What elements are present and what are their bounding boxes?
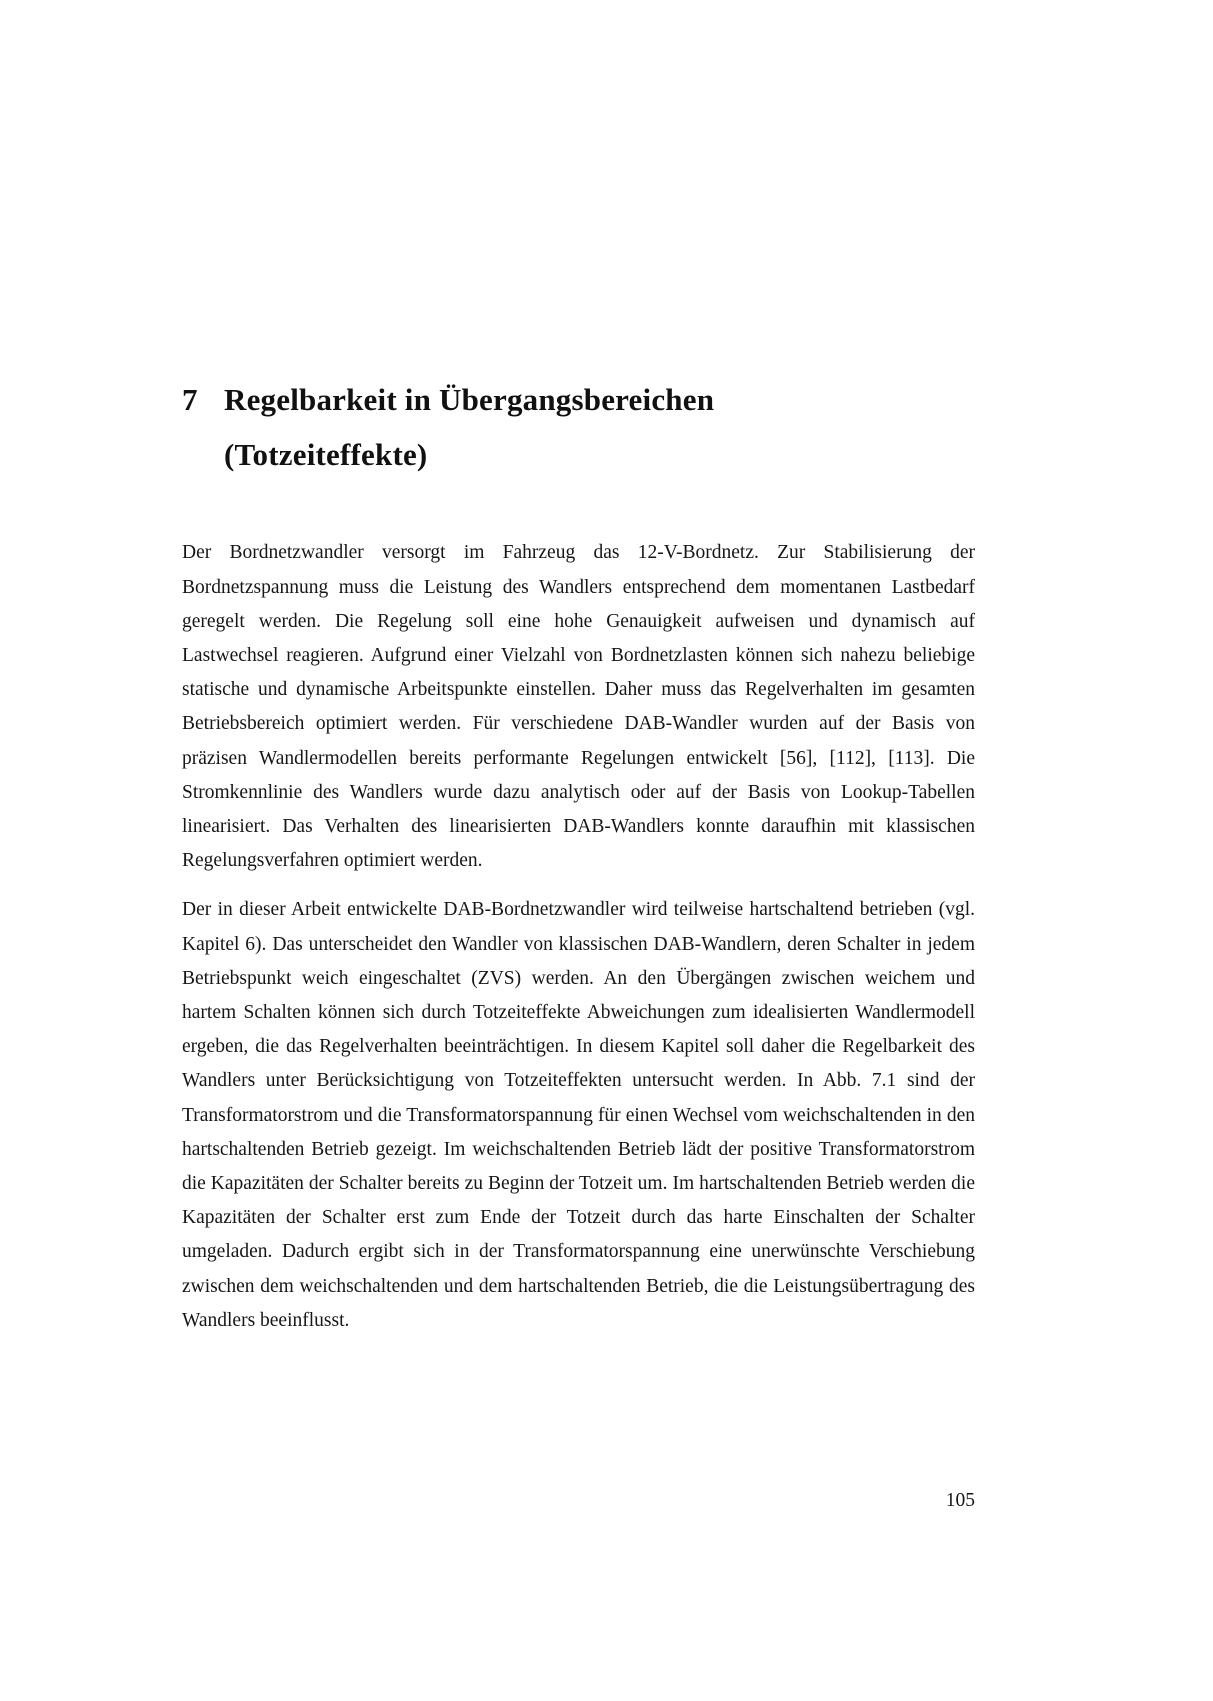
chapter-number: 7 (182, 382, 198, 417)
page-number: 105 (945, 1490, 975, 1511)
chapter-title (224, 372, 975, 482)
chapter-title-line-1: Regelbarkeit in Übergangsbereichen (224, 382, 715, 417)
paragraph-1: Der Bordnetzwandler versorgt im Fahrzeug das 12-V-Bordnetz. Zur Stabilisierung der Bordnetzspannung muss die Leistung des Wandlers entsprechend dem momentanen Lastbedarf geregelt werden. Die Regelung soll eine hohe Genauigkeit aufweisen und dynamisch auf Lastwechsel reagieren. Aufgrund einer Vielzahl von Bordnetzlasten können sich nahezu beliebige statische und dynamische Arbeitspunkte einstellen. Daher muss das Regelverhalten im gesamten Betriebsbereich optimiert werden. Für verschiedene DAB-Wandler wurden auf der Basis von präzisen Wandlermodellen bereits performante Regelungen entwickelt [56], [112], [113]. Die Stromkennlinie des Wandlers wurde dazu analytisch oder auf der Basis von Lookup-Tabellen linearisiert. Das Verhalten des linearisierten DAB-Wandlers konnte daraufhin mit klassischen Regelungsverfahren optimiert werden. (182, 542, 975, 872)
chapter-title-line-2: (Totzeiteffekte) (224, 437, 428, 473)
paragraph-2: Der in dieser Arbeit entwickelte DAB-Bordnetzwandler wird teilweise hartschaltend betrieben (vgl. Kapitel 6). Das unterscheidet den Wandler von klassischen DAB-Wandlern, deren Schalter in jedem Betriebspunkt weich eingeschaltet (ZVS) werden. An den Übergängen zwischen weichem und hartem Schalten können sich durch Totzeiteffekte Abweichungen zum idealisierten Wandlermodell ergeben, die das Regelverhalten beeinträchtigen. In diesem Kapitel soll daher die Regelbarkeit des Wandlers unter Berücksichtigung von Totzeiteffekten untersucht werden. In Abb. 7.1 sind der Transformatorstrom und die Transformatorspannung für einen Wechsel vom weichschaltenden in den hartschaltenden Betrieb gezeigt. Im weichschaltenden Betrieb lädt der positive Transformatorstrom die Kapazitäten der Schalter bereits zu Beginn der Totzeit um. Im hartschaltenden Betrieb werden die Kapazitäten der Schalter erst zum Ende der Totzeit durch das harte Einschalten der Schalter umgeladen. Dadurch ergibt sich in der Transformatorspannung eine unerwünschte Verschiebung zwischen dem weichschaltenden und dem hartschaltenden Betrieb, die die Leistungsübertragung des Wandlers beeinflusst. (182, 899, 975, 1331)
chapter-heading (182, 372, 975, 482)
page-content (182, 372, 975, 1353)
